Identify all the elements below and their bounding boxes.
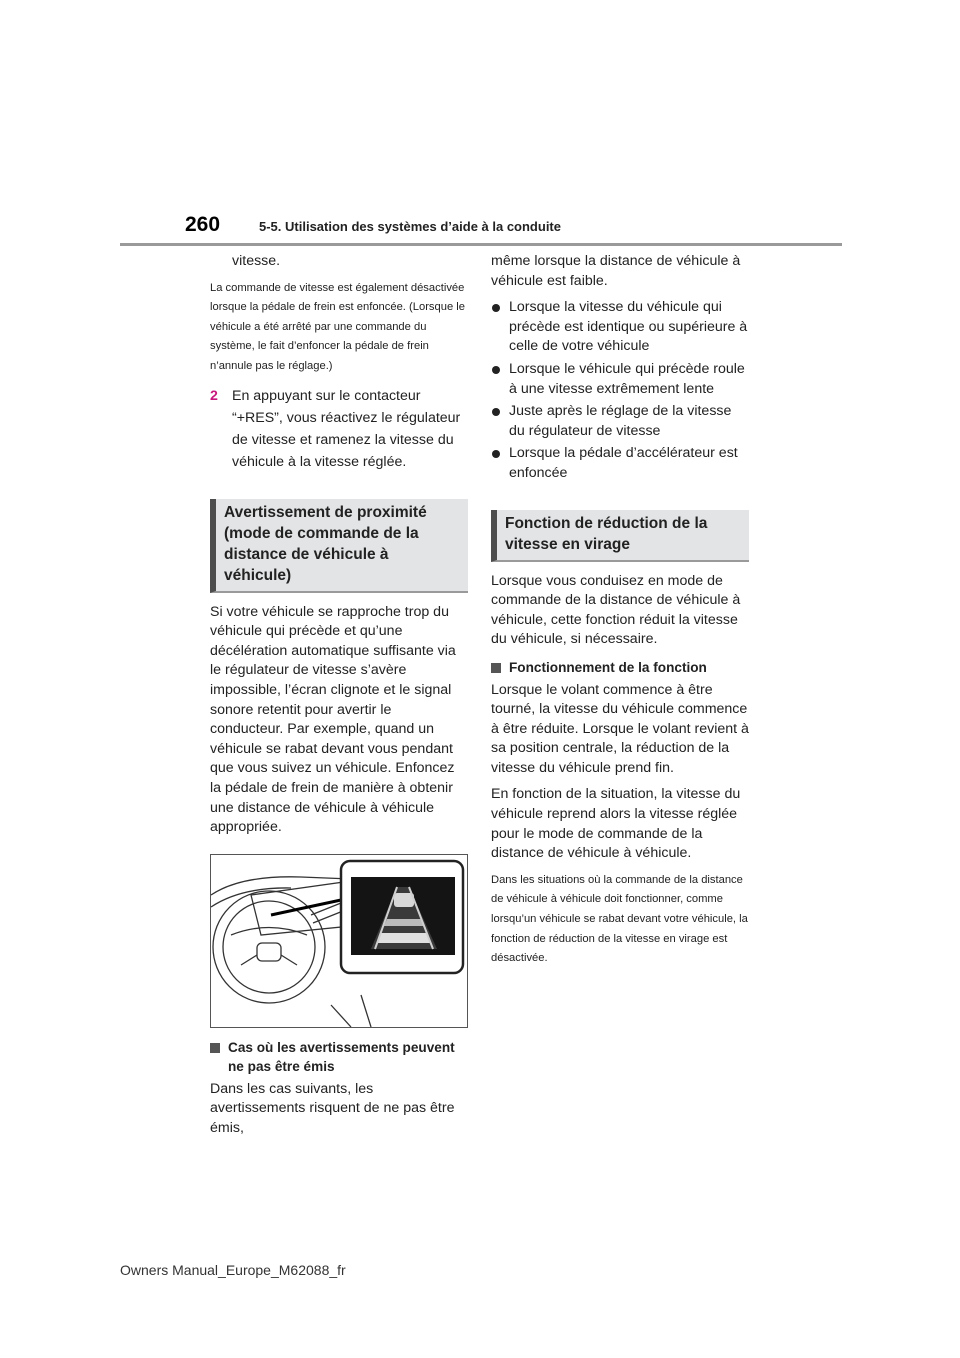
sub-heading-text: Fonctionnement de la fonction — [509, 659, 707, 675]
square-bullet-icon — [491, 663, 501, 673]
section-title: 5-5. Utilisation des systèmes d’aide à la conduite — [259, 219, 561, 234]
bullet-text: Lorsque la pédale d’accélérateur est enfoncée — [509, 445, 738, 481]
page-number: 260 — [185, 213, 221, 236]
bullet-dot-icon — [492, 450, 500, 458]
header-rule — [120, 243, 842, 246]
proximity-warning-body: Si votre véhicule se rapproche trop du véhicule qui précède et qu’une décélération automatique suffisante via le régulateur de vitesse s’avère impossible, l’écran clignote et le signal sonore retentit pour avertir le conducteur. Par exemple, quand un véhicule se rabat devant vous pendant que vous suivez un véhicule. Enfoncez la pédale de frein de manière à obtenir une distance de véhicule à véhicule appropriée. — [210, 603, 456, 836]
bullet-text: Juste après le réglage de la vitesse du régulateur de vitesse — [509, 403, 732, 439]
right-column — [491, 252, 749, 977]
step-2 — [210, 385, 468, 473]
no-warning-cases-body: Dans les cas suivants, les avertissements risquent de ne pas être émis, — [210, 1080, 455, 1137]
step-number: 2 — [210, 387, 218, 404]
function-operation-body-2: En fonction de la situation, la vitesse du véhicule reprend alors la vitesse réglée pour le mode de commande de la distance de véhicule à véhicule. — [491, 786, 741, 862]
bullet-text: Lorsque le véhicule qui précède roule à une vitesse extrêmement lente — [509, 360, 745, 397]
cruise-cancel-note: La commande de vitesse est également désactivée lorsque la pédale de frein est enfoncée. (Lorsque le véhicule a été arrêté par une commande du système, le fait d’enfoncer la pédale de frein n’annule pas le réglage.) — [210, 281, 465, 372]
curve-function-note: Dans les situations où la commande de la distance de véhicule à véhicule doit fonctionner, comme lorsqu’un véhicule se rabat devant votre véhicule, la fonction de réduction de la vitesse en virage est désactivée. — [491, 873, 748, 965]
bullet-item — [491, 402, 749, 441]
function-operation-body-1: Lorsque le volant commence à être tourné, la vitesse du véhicule commence à être réduite. Lorsque le volant revient à sa position centrale, la réduction de la vitesse du véhicule prend fin. — [491, 681, 749, 776]
square-bullet-icon — [210, 1043, 220, 1053]
curve-speed-reduction-heading: Fonction de réduction de la vitesse en virage — [491, 510, 749, 562]
bullet-dot-icon — [492, 366, 500, 374]
curve-speed-reduction-body: Lorsque vous conduisez en mode de commande de la distance de véhicule à véhicule, cette fonction réduit la vitesse du véhicule, si nécessaire. — [491, 572, 741, 648]
bullet-text: Lorsque la vitesse du véhicule qui précède est identique ou supérieure à celle de votre véhicule — [509, 299, 748, 355]
step-text: En appuyant sur le contacteur “+RES”, vous réactivez le régulateur de vitesse et ramenez la vitesse du véhicule à la vitesse réglée. — [232, 387, 461, 470]
bullet-item — [491, 444, 749, 483]
continued-text: vitesse. — [232, 253, 281, 269]
no-warning-cases-heading — [210, 1038, 468, 1077]
function-operation-heading — [491, 658, 749, 678]
bullet-item — [491, 298, 749, 357]
proximity-warning-heading: Avertissement de proximité (mode de commande de la distance de véhicule à véhicule) — [210, 499, 468, 593]
bullet-item — [491, 360, 749, 399]
dashboard-steering-wheel-icon — [211, 855, 467, 1027]
continued-text-right: même lorsque la distance de véhicule à véhicule est faible. — [491, 253, 741, 289]
dashboard-illustration — [210, 854, 468, 1028]
footer-text: Owners Manual_Europe_M62088_fr — [120, 1262, 346, 1278]
left-column — [210, 252, 468, 1146]
bullet-dot-icon — [492, 408, 500, 416]
bullet-dot-icon — [492, 304, 500, 312]
sub-heading-text: Cas où les avertissements peuvent ne pas être émis — [228, 1039, 455, 1075]
